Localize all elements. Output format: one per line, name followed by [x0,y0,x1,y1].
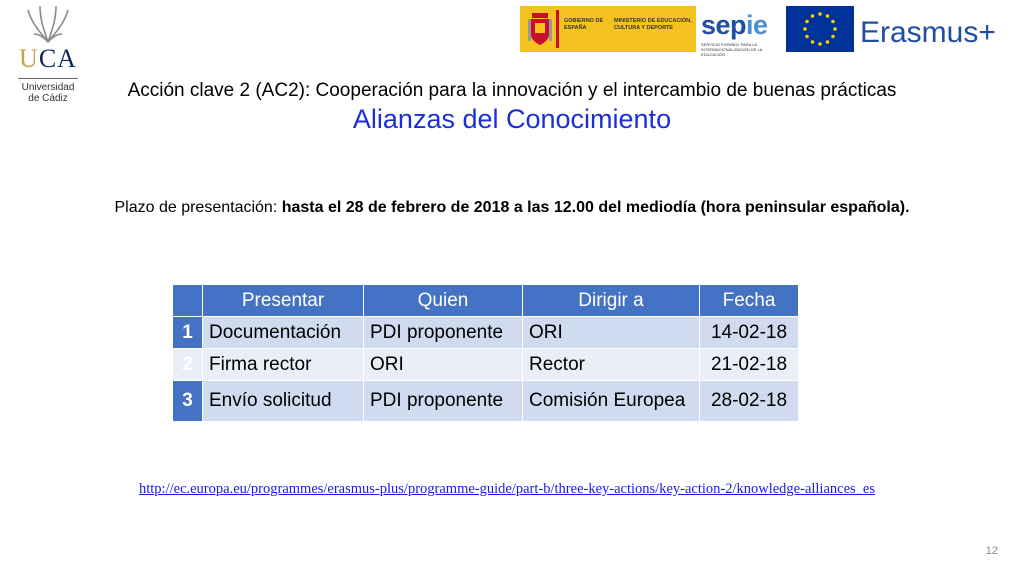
header-quien: Quien [364,285,523,317]
eu-star [805,20,809,24]
sepie-word-main: sep [701,10,747,40]
eu-star [826,40,830,44]
deadline-label: Plazo de presentación: [114,199,282,216]
header-dirigir: Dirigir a [523,285,700,317]
cell-quien: PDI proponente [364,381,523,422]
uca-name-line2: de Cádiz [28,93,68,104]
sepie-logo [697,6,777,57]
slide-subtitle: Acción clave 2 (AC2): Cooperación para la innovación y el intercambio de buenas prácticas [127,80,897,101]
eu-flag [786,6,854,52]
page-number: 12 [985,545,998,557]
eu-star [811,40,815,44]
cell-presentar: Documentación [203,317,364,349]
sepie-word-accent: ie [746,10,768,40]
cell-presentar: Envío solicitud [203,381,364,422]
gobierno-logo [520,6,696,52]
uca-letters [10,44,86,74]
table-row [173,381,799,422]
sepie-word [701,10,768,41]
header-number [173,285,203,317]
gobierno-divider [556,10,559,48]
eu-stars-icon [786,6,854,52]
uca-divider [18,78,78,79]
schedule-table [172,284,799,422]
erasmus-guide-link[interactable]: http://ec.europa.eu/programmes/erasmus-plus/programme-guide/part-b/three-key-actions/key-action-2/knowledge-alliances_es [138,481,875,497]
ministerio-text: MINISTERIO DE EDUCACIÓN, CULTURA Y DEPORTE [614,18,692,31]
eu-star [811,14,815,18]
uca-name-line1: Universidad [21,82,75,93]
deadline-value: hasta el 28 de febrero de 2018 a las 12.00 del mediodía (hora peninsular española). [281,199,910,216]
table-header-row [173,285,799,317]
cell-fecha: 28-02-18 [700,381,799,422]
deadline-text [0,199,1024,217]
uca-letter-u: U [19,44,39,73]
coat-of-arms-icon [528,11,552,47]
cell-quien: ORI [364,349,523,381]
uca-letters-rest: CA [38,44,77,73]
erasmus-logo-text: Erasmus+ [860,16,996,49]
eu-star [805,35,809,39]
cell-quien: PDI proponente [364,317,523,349]
eu-star [818,42,822,46]
gobierno-text: GOBIERNO DE ESPAÑA [564,18,604,31]
table-row [173,317,799,349]
cell-dirigir: ORI [523,317,700,349]
cell-fecha: 21-02-18 [700,349,799,381]
cell-fecha: 14-02-18 [700,317,799,349]
cell-presentar: Firma rector [203,349,364,381]
eu-star [833,27,837,31]
uca-emblem-icon [10,4,86,46]
row-number: 2 [173,349,203,381]
eu-star [831,35,835,39]
cell-dirigir: Comisión Europea [523,381,700,422]
eu-star [818,12,822,16]
eu-star [803,27,807,31]
cell-dirigir: Rector [523,349,700,381]
header-fecha: Fecha [700,285,799,317]
row-number: 1 [173,317,203,349]
eu-star [826,14,830,18]
row-number: 3 [173,381,203,422]
slide-title: Alianzas del Conocimiento [352,104,672,134]
sepie-tagline: SERVICIO ESPAÑOL PARA LA INTERNACIONALIZACIÓN DE LA EDUCACIÓN [701,42,763,57]
table-row [173,349,799,381]
eu-star [831,20,835,24]
header-presentar: Presentar [203,285,364,317]
